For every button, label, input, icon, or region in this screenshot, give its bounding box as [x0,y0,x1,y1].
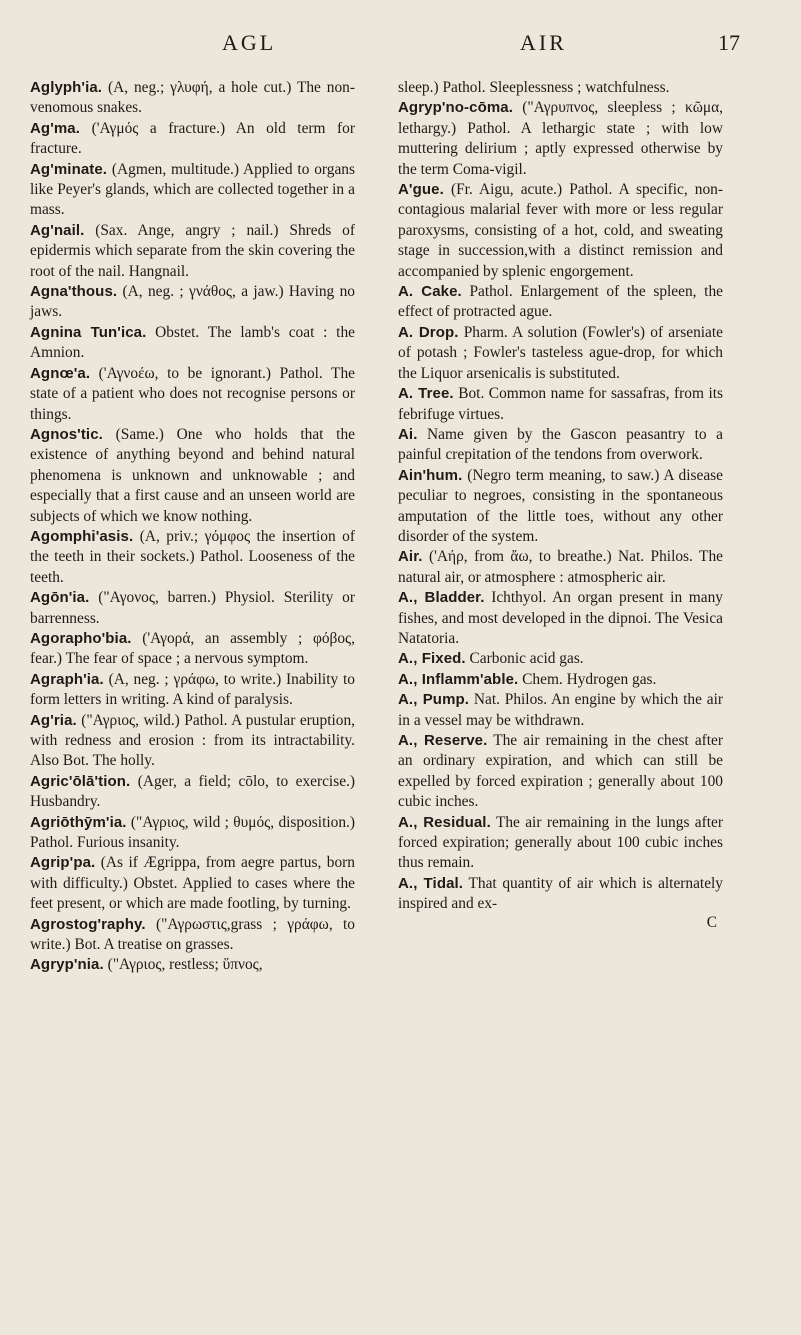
dictionary-entry [30,772,355,813]
dictionary-entry [398,78,723,98]
entry-definition: (Sax. Ange, angry ; nail.) Shreds of epidermis which separate from the skin covering the root of the nail. Hangnail. [30,221,355,280]
entry-definition: (As if Ægrippa, from aegre partus, born with difficulty.) Obstet. Applied to cases where the feet present, or which are made footling, by turning. [30,854,355,913]
entry-definition: Name given by the Gascon peasantry to a painful crepitation of the tendons from overwork. [398,425,723,464]
entry-definition: ('Αγμός a fracture.) An old term for fracture. [30,119,355,158]
entry-headword: Ai. [398,425,418,443]
dictionary-entry [398,180,723,282]
entry-definition: ('Αγνοέω, to be ignorant.) Pathol. The state of a patient who does not recognise persons or things. [30,364,355,423]
dictionary-entry [30,527,355,588]
entry-headword: Agōn'ia. [30,589,90,607]
dictionary-entry [30,813,355,854]
entry-headword: A., Fixed. [398,650,466,668]
entry-headword: A. Tree. [398,385,454,403]
dictionary-entry [398,384,723,425]
entry-headword: Agryp'no-cōma. [398,99,513,117]
dictionary-entry [398,98,723,180]
entry-headword: A., Tidal. [398,874,464,892]
dictionary-entry [30,853,355,914]
entry-headword: Ag'ma. [30,119,81,137]
dictionary-entry [30,588,355,629]
entry-definition: Pharm. A solution (Fowler's) of arseniate of potash ; Fowler's tasteless ague-drop, for which the Liquor arsenicalis is substituted. [398,323,723,382]
entry-headword: A., Bladder. [398,589,485,607]
entry-definition: The air remaining in the lungs after forced expiration; generally about 100 cubic inches thus remain. [398,813,723,872]
entry-headword: A'gue. [398,181,444,199]
dictionary-entry [30,221,355,282]
guide-word-left: AGL [222,30,277,55]
dictionary-entry [30,955,355,975]
entry-headword: Agnos'tic. [30,425,103,443]
entry-definition: ("Αγριος, wild ; θυμός, disposition.) Pathol. Furious insanity. [30,813,355,852]
entry-definition: ('Αήρ, from ἄω, to breathe.) Nat. Philos. The natural air, or atmosphere : atmospheric air. [398,548,723,586]
dictionary-entry [398,813,723,874]
dictionary-entry [398,282,723,323]
dictionary-entry [30,629,355,670]
entry-definition: sleep.) Pathol. Sleeplessness ; watchfulness. [398,79,670,96]
dictionary-entry [30,915,355,956]
dictionary-entry [398,466,723,548]
dictionary-entry [398,731,723,813]
page-number: 17 [718,30,740,55]
dictionary-entry [398,649,723,669]
entry-definition: Pathol. Enlargement of the spleen, the effect of protracted ague. [398,283,723,321]
entry-headword: A., Pump. [398,691,470,709]
entry-definition: ("Αγριος, restless; ὕπνος, [107,956,263,974]
dictionary-entry [30,323,355,364]
left-column [30,78,355,976]
entry-headword: Agorapho'bia. [30,629,132,647]
running-head [0,30,801,58]
signature-mark: C [706,913,717,931]
entry-definition: Bot. Common name for sassafras, from its febrifuge virtues. [398,385,723,423]
dictionary-entry [398,874,723,915]
entry-definition: (Fr. Aigu, acute.) Pathol. A specific, non-contagious malarial fever with more or less regular paroxysms, consisting of a hot, cold, and sweating stage in succession,with a distinct remission and accompanied by splenic engorgement. [398,181,723,280]
dictionary-entry [30,670,355,711]
entry-headword: Aglyph'ia. [30,79,103,96]
dictionary-entry [30,425,355,527]
dictionary-entry [30,119,355,160]
entry-definition: (A, neg. ; γνάθος, a jaw.) Having no jaws. [30,283,355,321]
entry-definition: That quantity of air which is alternately inspired and ex- [398,874,724,913]
entry-headword: Agomphi'asis. [30,527,134,545]
entry-headword: A., Inflamm'able. [398,670,519,688]
entry-headword: Agnina Tun'ica. [30,323,147,341]
entry-definition: ("Αγρυπνος, sleepless ; κῶμα, lethargy.) Pathol. A lethargic state ; with low muttering delirium ; aptly expressed otherwise by the term Coma-vigil. [398,99,723,178]
dictionary-entry [398,690,723,731]
dictionary-entry [30,282,355,323]
entry-headword: Agric'ōlā'tion. [30,772,131,790]
entry-definition: (Ager, a field; cōlo, to exercise.) Husbandry. [30,772,355,811]
dictionary-entry [30,711,355,772]
entry-definition: Carbonic acid gas. [469,650,584,668]
entry-headword: Agriōthȳm'ia. [30,813,127,831]
entry-definition: (Agmen, multitude.) Applied to organs like Peyer's glands, which are collected together in a mass. [30,160,355,219]
entry-headword: Agrostog'raphy. [30,915,146,933]
entry-headword: Ag'nail. [30,221,85,239]
entry-headword: Air. [398,548,423,566]
entry-headword: Agnœ'a. [30,364,91,382]
dictionary-entry [30,364,355,425]
entry-definition: ("Αγρωστις,grass ; γράφω, to write.) Bot. A treatise on grasses. [30,915,355,954]
entry-headword: Ain'hum. [398,466,463,484]
entry-headword: A., Reserve. [398,732,488,749]
entry-headword: A., Residual. [398,813,491,831]
dictionary-entry [398,670,723,690]
entry-definition: Nat. Philos. An engine by which the air in a vessel may be withdrawn. [398,691,723,729]
entry-headword: Ag'ria. [30,711,77,729]
guide-word-right: AIR [520,30,567,55]
entry-definition: Obstet. The lamb's coat : the Amnion. [30,323,355,362]
dictionary-entry [398,425,723,466]
dictionary-entry [398,547,723,588]
entry-definition: (A, neg. ; γράφω, to write.) Inability to form letters in writing. A kind of paralysis. [30,670,355,709]
dictionary-entry [30,78,355,119]
entry-definition: ('Αγορά, an assembly ; φόβος, fear.) The fear of space ; a nervous symptom. [30,629,355,668]
entry-definition: (A, neg.; γλυφή, a hole cut.) The non-venomous snakes. [30,79,355,117]
entry-definition: (Negro term meaning, to saw.) A disease peculiar to negroes, consisting in the spontaneous amputation of the little toes, without any other disorder of the system. [398,466,723,545]
entry-headword: Ag'minate. [30,160,108,178]
entry-headword: Agrip'pa. [30,854,96,872]
dictionary-entry [30,160,355,221]
entry-definition: ("Αγριος, wild.) Pathol. A pustular eruption, with redness and erosion : from its intractability. Also Bot. The holly. [30,711,355,770]
dictionary-entry [398,323,723,384]
dictionary-entry [398,588,723,649]
entry-headword: Agraph'ia. [30,670,104,688]
entry-definition: Ichthyol. An organ present in many fishes, and most developed in the dipnoi. The Vesica Natatoria. [398,589,723,647]
entry-definition: ("Αγονος, barren.) Physiol. Sterility or barrenness. [30,589,355,627]
entry-headword: A. Cake. [398,283,462,301]
entry-definition: (A, priv.; γόμφος the insertion of the teeth in their sockets.) Pathol. Looseness of the teeth. [30,527,355,586]
entry-headword: Agryp'nia. [30,956,104,974]
entry-headword: Agna'thous. [30,283,118,301]
entry-definition: The air remaining in the chest after an ordinary expiration, and which can still be expelled by forced expiration ; generally about 100 cubic inches. [398,732,724,811]
entry-definition: (Same.) One who holds that the existence of anything beyond and behind natural phenomena is unknown and unknowable ; and especially that a first cause and an unseen world are subjects of which we know nothing. [30,425,355,525]
right-column [398,78,723,933]
entry-headword: A. Drop. [398,323,459,341]
entry-definition: Chem. Hydrogen gas. [522,670,657,688]
